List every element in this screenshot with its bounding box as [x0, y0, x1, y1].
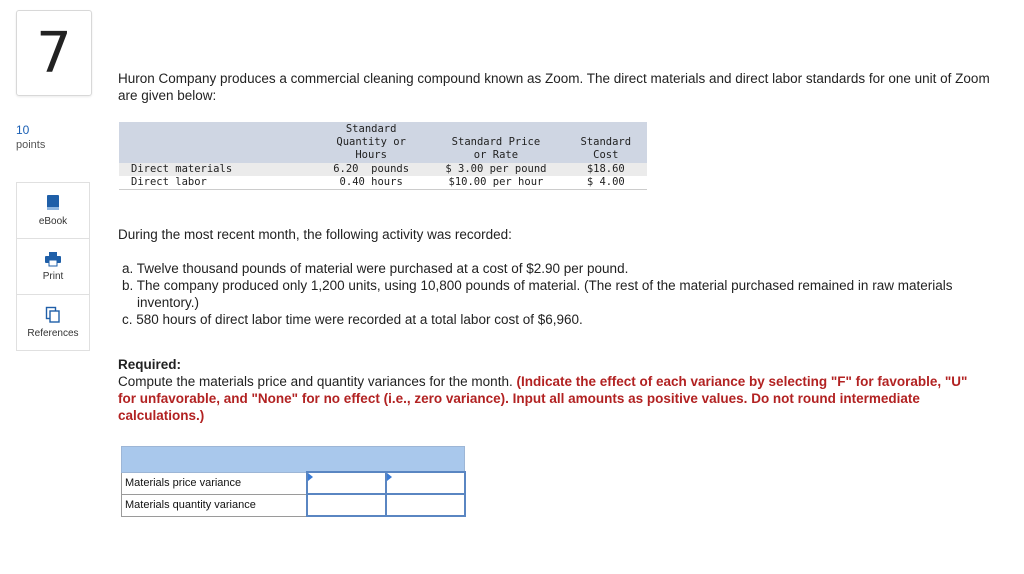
row-label: Direct labor: [119, 176, 315, 190]
row-label: Direct materials: [119, 163, 315, 176]
required-heading: Required:: [118, 357, 182, 372]
required-instruction: (Indicate the effect of each variance by selecting "F" for favorable, "U" for unfavorable, and "None" for no effect (i.e., zero variance). Input all amounts as positive values. Do not round intermediate calculations.): [118, 374, 968, 423]
answer-header-row: [122, 447, 465, 473]
dropdown-marker-icon: [308, 473, 313, 481]
answer-row-label: Materials price variance: [122, 472, 308, 494]
materials-quantity-variance-amount[interactable]: [307, 494, 386, 516]
materials-price-variance-effect-select[interactable]: [387, 474, 464, 492]
points-value: 10: [16, 123, 30, 137]
references-icon: [45, 306, 61, 324]
required-section: [118, 356, 988, 424]
answer-header: [122, 447, 465, 473]
header-std-cost: Standard Cost: [565, 122, 647, 163]
row-quantity: 0.40 hours: [315, 176, 427, 190]
materials-price-variance-input[interactable]: [308, 474, 385, 492]
row-price: $ 3.00 per pound: [427, 163, 564, 176]
activity-item-b: b. The company produced only 1,200 units, using 10,800 pounds of material. (The rest of the material purchased remained in raw materials inventory.): [122, 278, 953, 310]
ebook-button[interactable]: [16, 183, 90, 239]
row-cost: $ 4.00: [565, 176, 647, 190]
ebook-label: eBook: [38, 216, 68, 227]
standards-header-row: [119, 122, 647, 163]
table-row: [122, 472, 465, 494]
table-row: [119, 163, 647, 176]
ebook-icon: [45, 194, 61, 212]
answer-table: [121, 446, 466, 517]
row-quantity: 6.20 pounds: [315, 163, 427, 176]
answer-row-label: Materials quantity variance: [122, 494, 308, 516]
dropdown-marker-icon: [387, 473, 392, 481]
question-number: 7: [16, 10, 92, 96]
print-label: Print: [42, 271, 64, 282]
side-tools: [16, 182, 90, 351]
row-price: $10.00 per hour: [427, 176, 564, 190]
print-button[interactable]: [16, 239, 90, 295]
materials-price-variance-effect[interactable]: [386, 472, 465, 494]
header-std-quantity: Standard Quantity or Hours: [315, 122, 427, 163]
activity-lead: During the most recent month, the following activity was recorded:: [118, 227, 512, 242]
references-label: References: [27, 328, 79, 339]
table-row: [122, 494, 465, 516]
points-label: points: [16, 139, 46, 151]
header-std-price: Standard Price or Rate: [427, 122, 564, 163]
required-text: [118, 373, 988, 424]
materials-quantity-variance-effect-select[interactable]: [387, 496, 464, 514]
materials-price-variance-amount[interactable]: [307, 472, 386, 494]
materials-quantity-variance-input[interactable]: [308, 496, 385, 514]
points-indicator: [16, 123, 45, 153]
activity-section: [118, 226, 998, 328]
table-row: [119, 176, 647, 190]
activity-item-a: a. Twelve thousand pounds of material were purchased at a cost of $2.90 per pound.: [122, 261, 629, 276]
activity-item-c: c. 580 hours of direct labor time were recorded at a total labor cost of $6,960.: [122, 312, 583, 327]
problem-intro: Huron Company produces a commercial cleaning compound known as Zoom. The direct materials and direct labor standards for one unit of Zoom are given below:: [118, 71, 990, 103]
standards-table: [119, 122, 647, 190]
references-button[interactable]: [16, 295, 90, 351]
materials-quantity-variance-effect[interactable]: [386, 494, 465, 516]
required-body: Compute the materials price and quantity variances for the month.: [118, 374, 517, 389]
row-cost: $18.60: [565, 163, 647, 176]
print-icon: [44, 251, 62, 267]
header-blank: [119, 122, 315, 163]
